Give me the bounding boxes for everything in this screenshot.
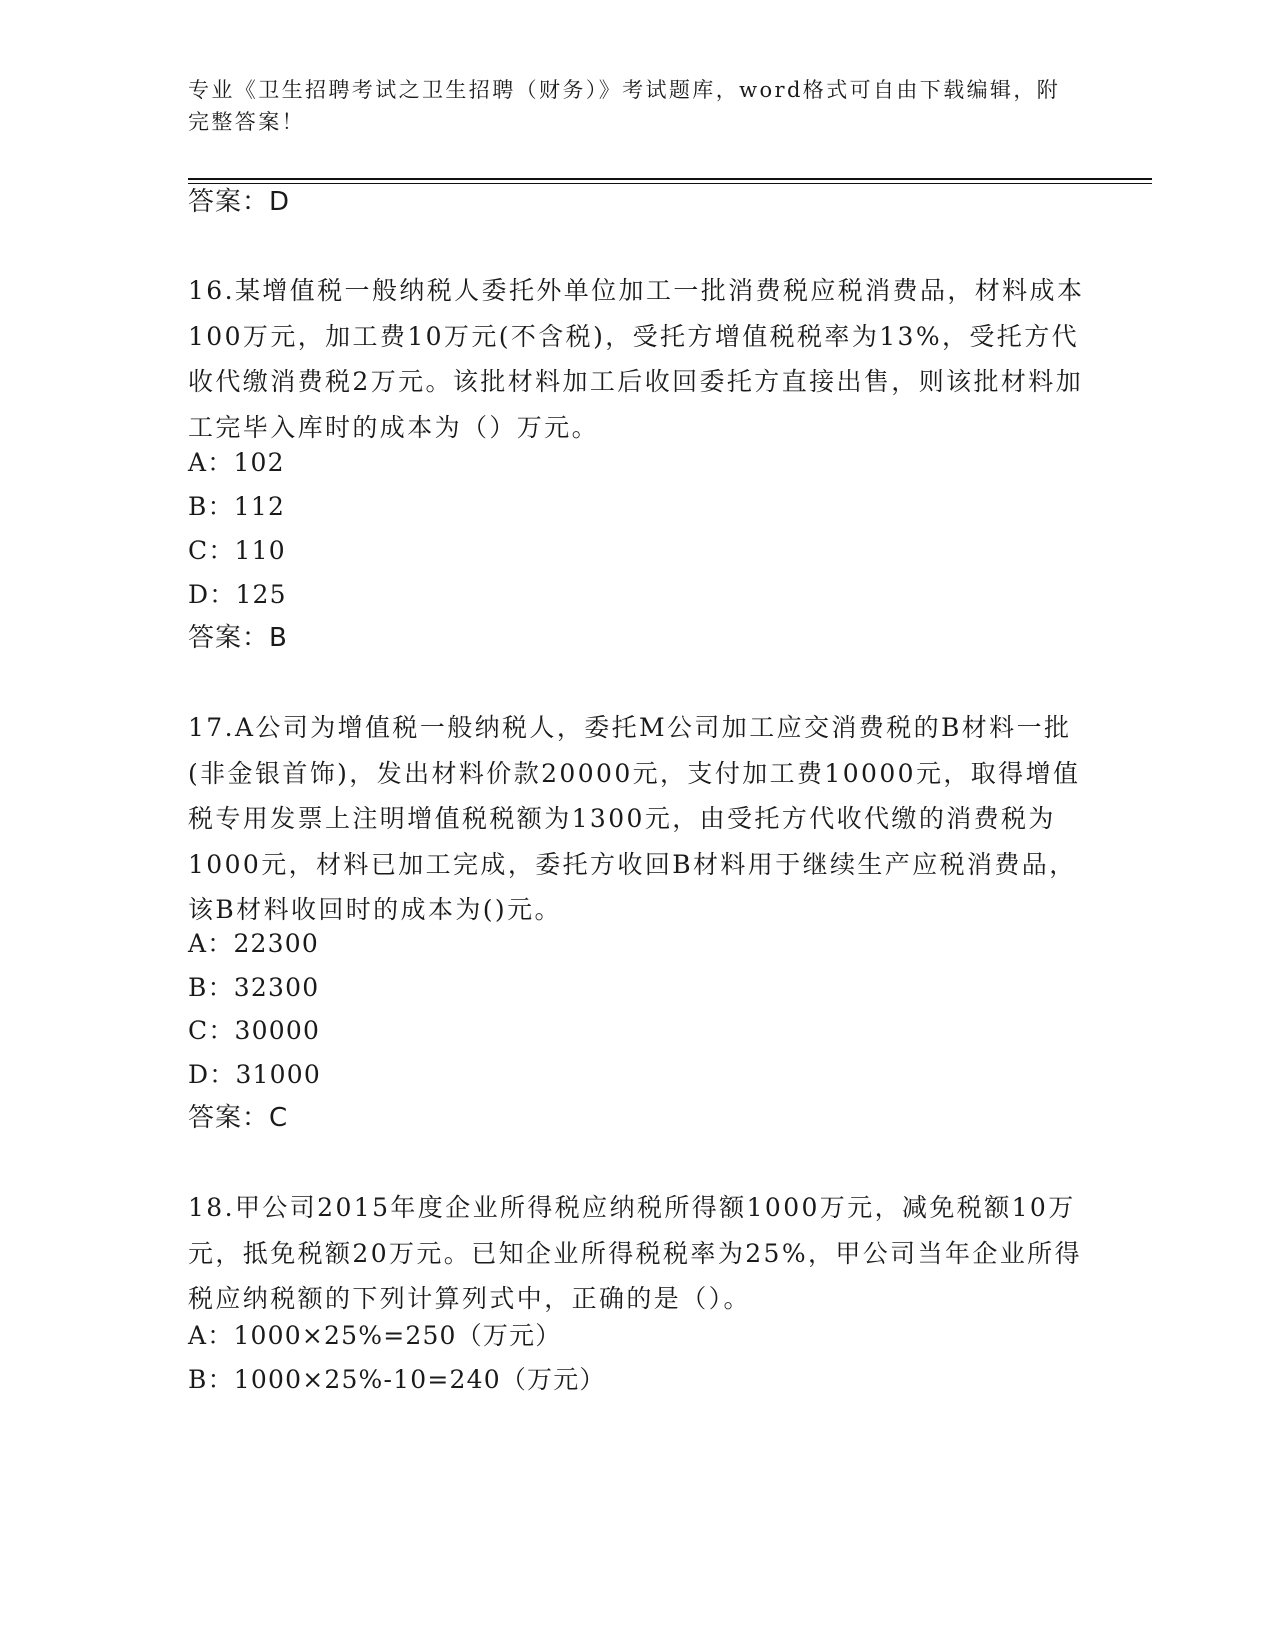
question-17-stem: 17.A公司为增值税一般纳税人，委托M公司加工应交消费税的B材料一批(非金银首饰)，发出材料价款20000元，支付加工费10000元，取得增值税专用发票上注明增值税税额为1300元，由受托方代收代缴的消费税为1000元，材料已加工完成，委托方收回B材料用于继续生产应税消费品，该B材料收回时的成本为()元。	[188, 713, 1081, 924]
question-17-option-b: B：32300	[188, 973, 320, 1002]
question-16-option-a: A：102	[188, 448, 285, 477]
question-16-answer: 答案：B	[188, 623, 288, 653]
question-17-answer: 答案：C	[188, 1103, 289, 1133]
question-17-option-d: D：31000	[188, 1060, 321, 1089]
question-18-option-a: A：1000×25%=250（万元）	[188, 1321, 562, 1350]
question-16-option-b: B：112	[188, 492, 286, 521]
document-header: 专业《卫生招聘考试之卫生招聘（财务）》考试题库，word格式可自由下载编辑，附完整答案！	[188, 78, 1061, 134]
header-rule	[188, 178, 1152, 180]
question-18-option-b: B：1000×25%-10=240（万元）	[188, 1365, 606, 1394]
question-17-option-a: A：22300	[188, 929, 319, 958]
question-16-stem: 16.某增值税一般纳税人委托外单位加工一批消费税应税消费品，材料成本100万元，加工费10万元(不含税)，受托方增值税税率为13%，受托方代收代缴消费税2万元。该批材料加工后收回委托方直接出售，则该批材料加工完毕入库时的成本为（）万元。	[188, 276, 1085, 442]
answer-prev: 答案：D	[188, 187, 291, 217]
question-16-option-c: C：110	[188, 536, 286, 565]
question-17-option-c: C：30000	[188, 1016, 321, 1045]
header-rule-thin	[188, 183, 1152, 184]
question-16-option-d: D：125	[188, 580, 287, 609]
question-18-stem: 18.甲公司2015年度企业所得税应纳税所得额1000万元，减免税额10万元，抵免税额20万元。已知企业所得税税率为25%，甲公司当年企业所得税应纳税额的下列计算列式中，正确的是（）。	[188, 1193, 1082, 1313]
